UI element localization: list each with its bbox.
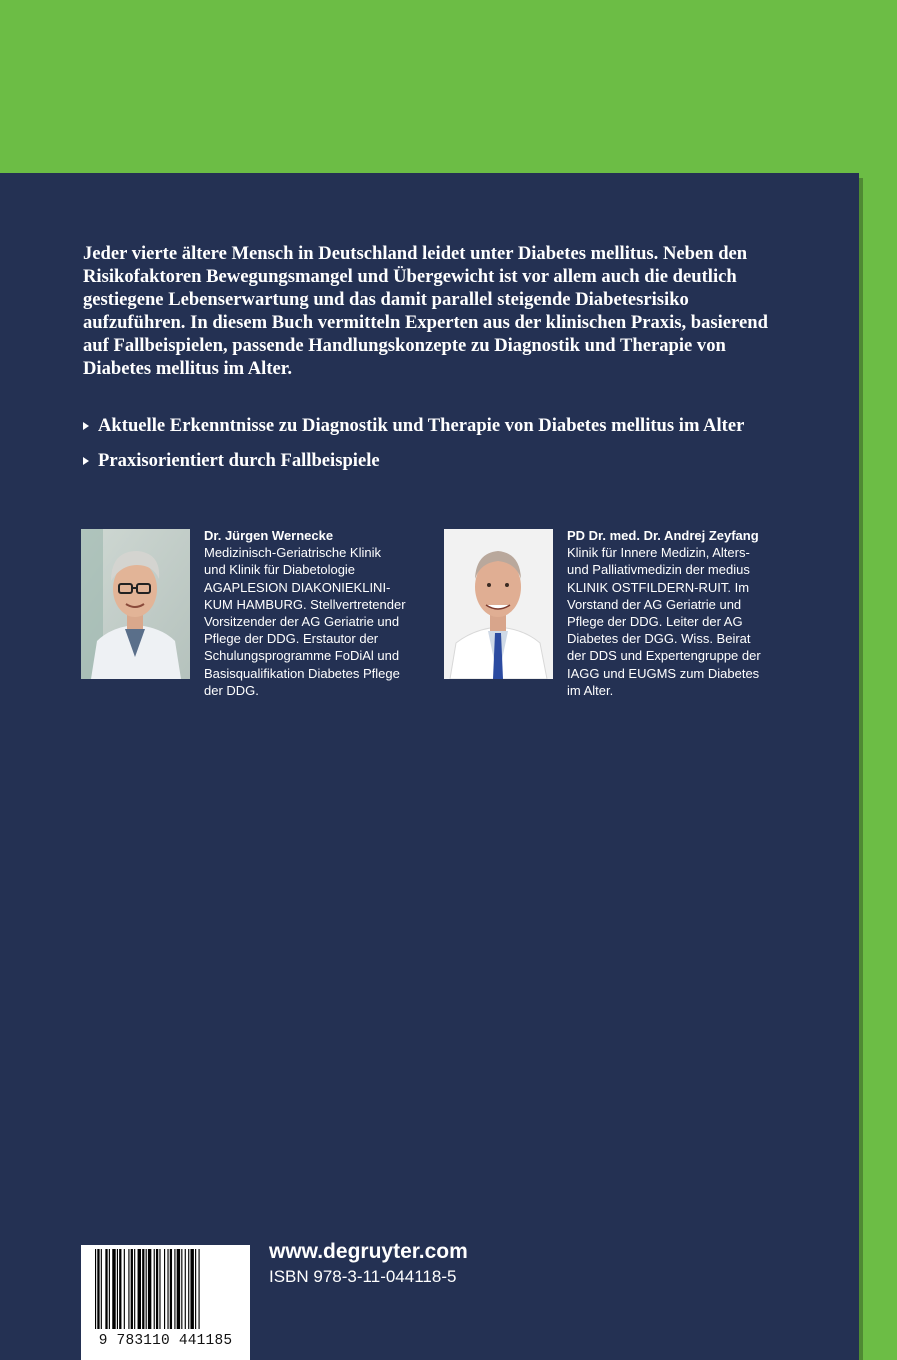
author-bio-wernecke [204,527,432,699]
barcode-bar [174,1249,175,1329]
barcode-bar [142,1249,144,1329]
bio-line: Diabetes der DGG. Wiss. Beirat [567,631,751,647]
feature-list [83,414,843,484]
barcode-bar [138,1249,141,1329]
barcode-bar [156,1249,158,1329]
barcode-bar [95,1249,96,1329]
bio-line: Basisqualifikation Diabetes Pflege [204,665,400,681]
bio-line: Schulungsprogramme FoDiAl und [204,648,400,664]
barcode-bar [190,1249,193,1329]
publisher-url[interactable]: www.degruyter.com [269,1240,468,1263]
author-photo-zeyfang [444,529,553,679]
author-bio-zeyfang [567,527,795,699]
barcode-bar [195,1249,196,1329]
barcode-bar [124,1249,125,1329]
author-name: PD Dr. med. Dr. Andrej Zeyfang [567,528,759,543]
bullet-triangle-icon [83,422,89,430]
portrait-zeyfang [444,529,553,679]
barcode-bar [181,1249,182,1329]
barcode-bar [167,1249,168,1329]
barcode-bar [128,1249,129,1329]
barcode-digits: 9 783110 441185 [98,1333,233,1349]
bio-line: und Klinik für Diabetologie [204,562,356,578]
author-photo-wernecke [81,529,190,679]
barcode-bar [164,1249,165,1329]
barcode-bars [81,1245,250,1333]
barcode-bar [109,1249,110,1329]
barcode-bar [146,1249,147,1329]
barcode-bar [188,1249,189,1329]
feature-text: Aktuelle Erkenntnisse zu Diagnostik und Therapie von Diabetes mellitus im Alter [98,415,745,436]
barcode-bar [170,1249,172,1329]
barcode-bar [134,1249,135,1329]
bullet-triangle-icon [83,457,89,465]
bio-line: Vorsitzender der AG Geriatrie und [204,614,400,630]
feature-text: Praxisorientiert durch Fallbeispiele [98,450,380,471]
bio-line: der DDS und Expertengruppe der [567,648,761,664]
bio-line: Medizinisch-Geriatrische Klinik [204,545,381,561]
feature-item [83,414,843,438]
isbn-number: ISBN 978-3-11-044118-5 [269,1267,457,1286]
bio-line: der DDG. [204,682,259,698]
bio-line: Klinik für Innere Medizin, Alters- [567,545,750,561]
barcode-bar [112,1249,115,1329]
bio-line: im Alter. [567,682,614,698]
feature-item [83,449,843,473]
barcode-bar [154,1249,155,1329]
barcode-bar [159,1249,160,1329]
barcode-bar [119,1249,121,1329]
panel-shadow [859,178,863,1360]
barcode-bar [199,1249,200,1329]
intro-text: Jeder vierte ältere Mensch in Deutschland leidet unter Diabetes mellitus. Neben den Risikofaktoren Bewegungsmangel und Übergewicht ist vor allem auch die deutlich gestiegene Lebenserwartung und das damit parallel steigende Diabetesrisiko aufzuführen. In diesem Buch vermitteln Experten aus der klinischen Praxis, basierend auf Fallbeispielen, passende Handlungskonzepte zu Diagnostik und Therapie von Diabetes mellitus im Alter. [83,243,768,379]
bio-line: KLINIK OSTFILDERN-RUIT. Im [567,579,750,595]
barcode-bar [105,1249,107,1329]
isbn-barcode [81,1245,250,1360]
bio-line: und Palliativmedizin der medius [567,562,750,578]
bio-line: Vorstand der AG Geriatrie und [567,596,742,612]
bio-line: Pflege der DDG. Erstautor der [204,631,379,647]
bio-line: IAGG und EUGMS zum Diabetes [567,665,760,681]
barcode-bar [117,1249,118,1329]
barcode-bar [131,1249,133,1329]
barcode-bar [101,1249,102,1329]
portrait-wernecke [81,529,190,679]
bio-line: KUM HAMBURG. Stellvertretender [204,596,406,612]
bio-line: Pflege der DDG. Leiter der AG [567,614,743,630]
barcode-bar [97,1249,99,1329]
author-name: Dr. Jürgen Wernecke [204,528,334,543]
barcode-bar [177,1249,180,1329]
barcode-bar [148,1249,151,1329]
barcode-bar [185,1249,186,1329]
bio-line: AGAPLESION DIAKONIEKLINI- [204,579,391,595]
